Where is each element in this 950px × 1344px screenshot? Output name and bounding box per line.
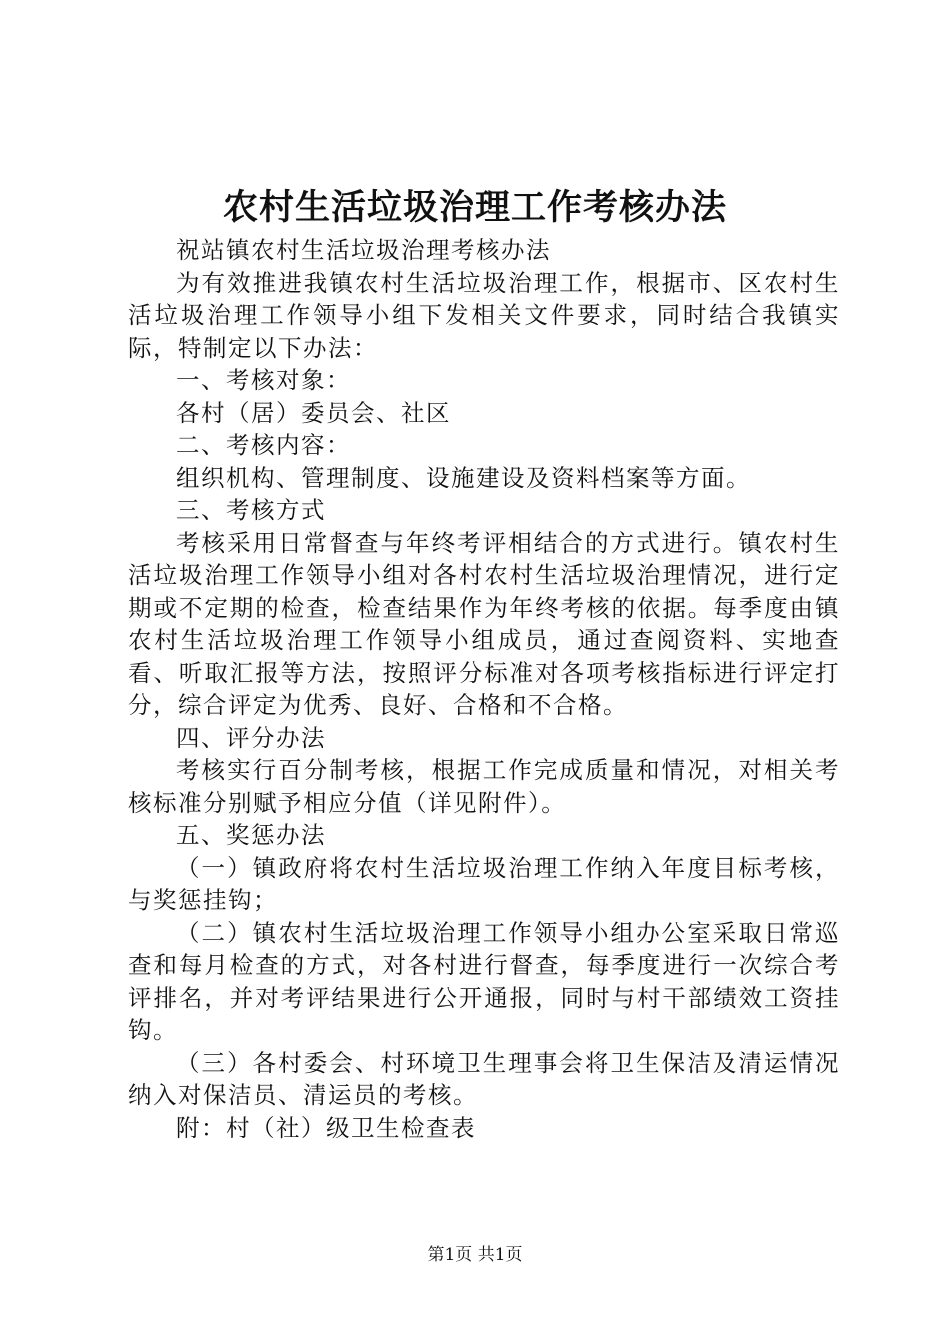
body-paragraph: 组织机构、管理制度、设施建设及资料档案等方面。 (176, 463, 751, 492)
page-footer: 第1页 共1页 (427, 1245, 523, 1265)
document-title: 农村生活垃圾治理工作考核办法 (222, 188, 727, 228)
body-paragraph: （一）镇政府将农村生活垃圾治理工作纳入年度目标考核，与奖惩挂钩； (128, 853, 840, 914)
body-paragraph: （三）各村委会、村环境卫生理事会将卫生保洁及清运情况纳入对保洁员、清运员的考核。 (128, 1048, 840, 1109)
body-paragraph: 祝站镇农村生活垃圾治理考核办法 (176, 236, 551, 264)
body-paragraph: （二）镇农村生活垃圾治理工作领导小组办公室采取日常巡查和每月检查的方式，对各村进行督查，每季度进行一次综合考评排名，并对考评结果进行公开通报，同时与村干部绩效工资挂钩。 (128, 918, 840, 1044)
section-heading: 一、考核对象： (176, 366, 351, 394)
section-heading: 四、评分办法 (176, 723, 326, 752)
document-body (128, 234, 840, 1144)
section-heading: 二、考核内容： (176, 431, 351, 459)
attachment-note: 附：村（社）级卫生检查表 (176, 1113, 476, 1142)
section-heading: 三、考核方式 (176, 496, 326, 524)
section-heading: 五、奖惩办法 (176, 821, 326, 849)
body-paragraph: 考核实行百分制考核，根据工作完成质量和情况，对相关考核标准分别赋予相应分值（详见附件）。 (128, 756, 840, 817)
body-paragraph: 各村（居）委员会、社区 (176, 398, 451, 427)
body-paragraph: 考核采用日常督查与年终考评相结合的方式进行。镇农村生活垃圾治理工作领导小组对各村农村生活垃圾治理情况，进行定期或不定期的检查，检查结果作为年终考核的依据。每季度由镇农村生活垃圾治理工作领导小组成员，通过查阅资料、实地查看、听取汇报等方法，按照评分标准对各项考核指标进行评定打分，综合评定为优秀、良好、合格和不合格。 (128, 528, 840, 719)
body-paragraph: 为有效推进我镇农村生活垃圾治理工作，根据市、区农村生活垃圾治理工作领导小组下发相关文件要求，同时结合我镇实际，特制定以下办法： (128, 268, 840, 362)
